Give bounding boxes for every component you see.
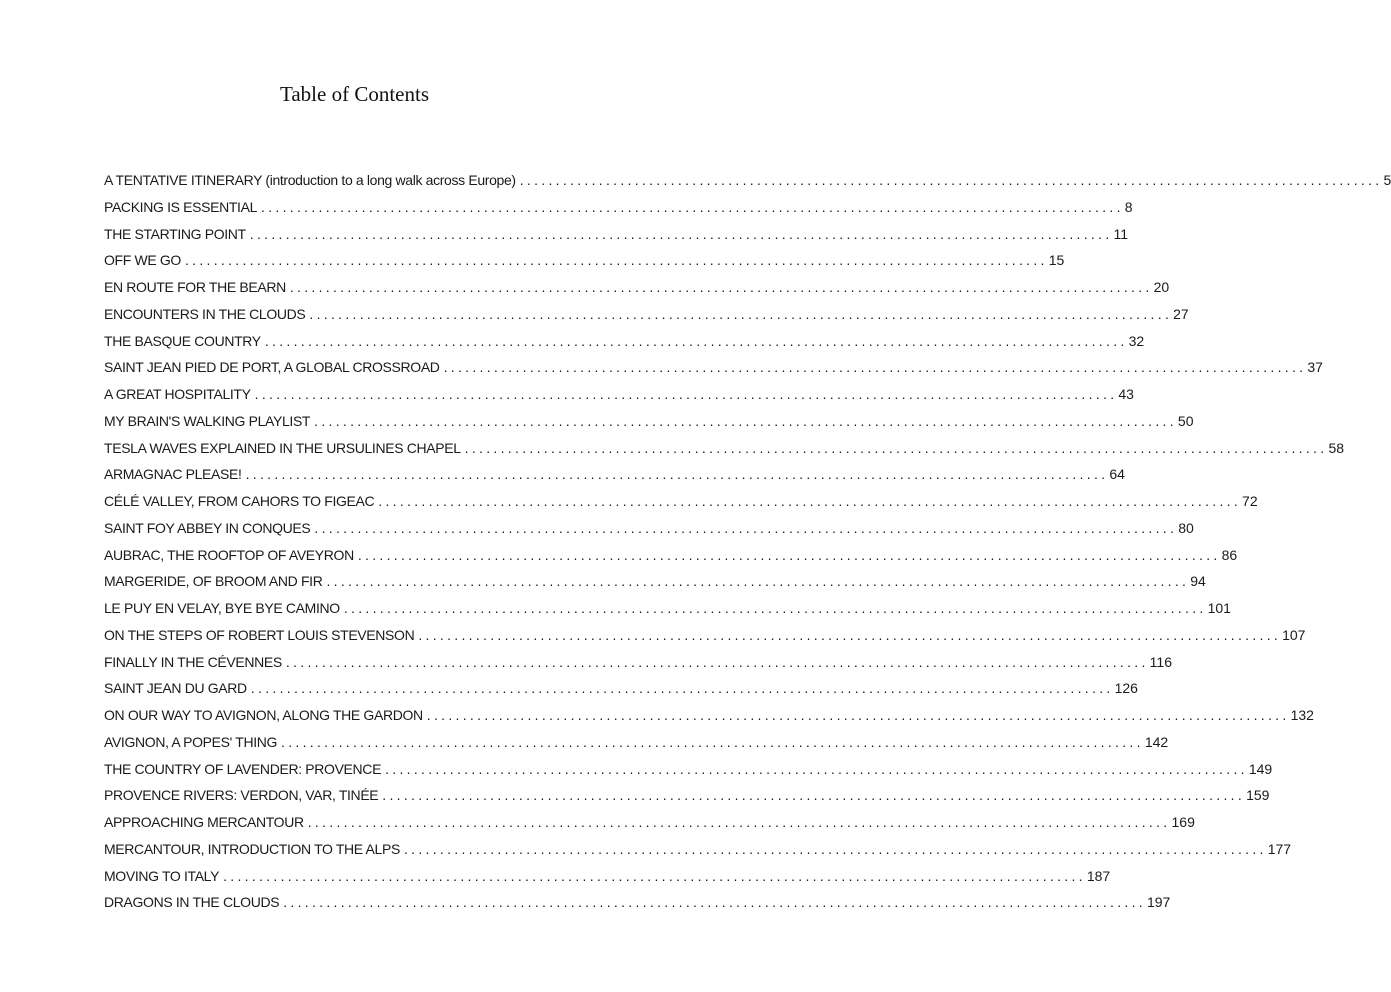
dot-leader: ........................................................................................................................ (343, 600, 1207, 616)
toc-entry-title: MY BRAIN'S WALKING PLAYLIST (104, 412, 311, 429)
toc-entry[interactable] (104, 707, 1314, 734)
dot-leader: ........................................................................................................................ (464, 439, 1328, 456)
dot-leader: ........................................................................................................................ (245, 466, 1109, 483)
toc-entry-title: THE COUNTRY OF LAVENDER: PROVENCE (104, 760, 382, 777)
toc-entry[interactable] (104, 760, 1273, 788)
toc-entry-page-number: 8 (1124, 198, 1133, 215)
toc-entry[interactable] (104, 225, 1129, 253)
toc-list (104, 172, 1391, 921)
toc-entry-page-number: 116 (1149, 653, 1172, 670)
toc-entry[interactable] (104, 466, 1125, 493)
toc-entry[interactable] (104, 386, 1134, 413)
toc-entry-page-number: 132 (1290, 707, 1314, 723)
toc-entry-page-number: 43 (1118, 386, 1134, 402)
toc-entry-page-number: 27 (1173, 305, 1189, 322)
toc-entry-title: ENCOUNTERS IN THE CLOUDS (104, 305, 306, 322)
toc-entry-page-number: 142 (1144, 733, 1169, 750)
toc-entry-page-number: 169 (1171, 814, 1195, 830)
toc-entry-title: PROVENCE RIVERS: VERDON, VAR, TINÉE (104, 787, 379, 804)
dot-leader: ........................................................................................................................ (357, 546, 1221, 563)
dot-leader: ........................................................................................................................ (283, 894, 1146, 911)
toc-entry-title: A GREAT HOSPITALITY (104, 386, 251, 402)
toc-entry-page-number: 86 (1221, 546, 1238, 563)
dot-leader: ........................................................................................................................ (519, 172, 1383, 188)
dot-leader: ........................................................................................................................ (382, 787, 1246, 804)
dot-leader: ........................................................................................................................ (223, 867, 1086, 884)
toc-entry-title: AUBRAC, THE ROOFTOP OF AVEYRON (104, 546, 354, 563)
toc-entry-title: MARGERIDE, OF BROOM AND FIR (104, 573, 323, 590)
toc-entry-title: THE BASQUE COUNTRY (104, 332, 261, 349)
toc-entry[interactable] (104, 814, 1195, 841)
dot-leader: ........................................................................................................................ (281, 733, 1144, 750)
dot-leader: ........................................................................................................................ (261, 198, 1124, 215)
toc-entry-page-number: 80 (1178, 519, 1194, 536)
toc-entry[interactable] (104, 573, 1206, 600)
toc-entry-page-number: 32 (1128, 332, 1145, 349)
toc-entry-title: PACKING IS ESSENTIAL (104, 198, 258, 215)
toc-entry-title: A TENTATIVE ITINERARY (introduction to a long walk across Europe) (104, 172, 516, 188)
toc-entry-title: THE STARTING POINT (104, 225, 246, 242)
toc-entry-title: AVIGNON, A POPES' THING (104, 733, 278, 750)
dot-leader: ........................................................................................................................ (314, 412, 1177, 429)
toc-entry-page-number: 11 (1113, 225, 1129, 242)
dot-leader: ........................................................................................................................ (403, 840, 1267, 857)
toc-entry[interactable] (104, 787, 1270, 814)
dot-leader: ........................................................................................................................ (254, 386, 1118, 402)
toc-entry-title: ARMAGNAC PLEASE! (104, 466, 242, 483)
toc-entry-title: DRAGONS IN THE CLOUDS (104, 894, 280, 911)
toc-entry-page-number: 50 (1177, 412, 1194, 429)
toc-entry-page-number: 126 (1114, 680, 1138, 697)
dot-leader: ........................................................................................................................ (307, 814, 1171, 830)
toc-entry[interactable] (104, 519, 1194, 547)
dot-leader: ........................................................................................................................ (378, 493, 1242, 509)
toc-entry-page-number: 177 (1267, 840, 1292, 857)
toc-entry[interactable] (104, 439, 1345, 467)
toc-entry[interactable] (104, 867, 1111, 895)
dot-leader: ........................................................................................................................ (443, 359, 1307, 376)
dot-leader: ........................................................................................................................ (314, 519, 1178, 536)
toc-entry[interactable] (104, 412, 1194, 440)
toc-entry[interactable] (104, 600, 1231, 627)
dot-leader: ........................................................................................................................ (309, 305, 1173, 322)
toc-entry-title: SAINT FOY ABBEY IN CONQUES (104, 519, 311, 536)
toc-entry-page-number: 187 (1086, 867, 1111, 884)
toc-entry-title: EN ROUTE FOR THE BEARN (104, 279, 286, 295)
toc-entry-page-number: 58 (1328, 439, 1345, 456)
toc-entry-page-number: 159 (1246, 787, 1270, 804)
toc-entry[interactable] (104, 653, 1172, 681)
toc-entry-page-number: 72 (1242, 493, 1258, 509)
toc-entry[interactable] (104, 546, 1238, 574)
toc-entry-title: TESLA WAVES EXPLAINED IN THE URSULINES CHAPEL (104, 439, 461, 456)
dot-leader: ........................................................................................................................ (418, 626, 1282, 643)
toc-entry-page-number: 197 (1146, 894, 1171, 911)
toc-entry-page-number: 107 (1282, 626, 1306, 643)
toc-entry[interactable] (104, 332, 1145, 360)
toc-entry-page-number: 37 (1307, 359, 1323, 376)
toc-entry-page-number: 20 (1153, 279, 1170, 295)
toc-entry[interactable] (104, 172, 1391, 199)
toc-entry-title: FINALLY IN THE CÉVENNES (104, 653, 282, 670)
toc-entry[interactable] (104, 840, 1292, 868)
toc-entry[interactable] (104, 733, 1169, 761)
toc-entry[interactable] (104, 493, 1258, 520)
toc-entry-title: MOVING TO ITALY (104, 867, 220, 884)
page-title: Table of Contents (280, 82, 429, 106)
toc-entry[interactable] (104, 680, 1138, 707)
toc-entry[interactable] (104, 894, 1171, 921)
toc-entry-title: ON THE STEPS OF ROBERT LOUIS STEVENSON (104, 626, 415, 643)
toc-entry[interactable] (104, 626, 1306, 654)
toc-entry-title: APPROACHING MERCANTOUR (104, 814, 304, 830)
toc-entry-title: MERCANTOUR, INTRODUCTION TO THE ALPS (104, 840, 400, 857)
dot-leader: ........................................................................................................................ (426, 707, 1290, 723)
toc-entry[interactable] (104, 359, 1323, 386)
toc-entry-title: SAINT JEAN PIED DE PORT, A GLOBAL CROSSROAD (104, 359, 440, 376)
toc-entry-page-number: 149 (1248, 760, 1273, 777)
toc-entry-page-number: 5 (1383, 172, 1391, 188)
dot-leader: ........................................................................................................................ (264, 332, 1128, 349)
toc-entry-title: ON OUR WAY TO AVIGNON, ALONG THE GARDON (104, 707, 423, 723)
dot-leader: ........................................................................................................................ (285, 653, 1149, 670)
toc-entry-page-number: 15 (1048, 252, 1065, 269)
toc-entry[interactable] (104, 198, 1133, 226)
dot-leader: ........................................................................................................................ (250, 680, 1114, 697)
toc-entry-page-number: 94 (1190, 573, 1206, 590)
toc-entry-page-number: 101 (1207, 600, 1231, 616)
toc-entry-title: CÉLÉ VALLEY, FROM CAHORS TO FIGEAC (104, 493, 375, 509)
dot-leader: ........................................................................................................................ (249, 225, 1113, 242)
dot-leader: ........................................................................................................................ (184, 252, 1048, 269)
toc-entry-title: OFF WE GO (104, 252, 181, 269)
toc-entry[interactable] (104, 305, 1189, 333)
dot-leader: ........................................................................................................................ (385, 760, 1248, 777)
dot-leader: ........................................................................................................................ (326, 573, 1190, 590)
toc-entry-title: SAINT JEAN DU GARD (104, 680, 247, 697)
dot-leader: ........................................................................................................................ (289, 279, 1153, 295)
toc-entry-page-number: 64 (1109, 466, 1125, 483)
toc-entry-title: LE PUY EN VELAY, BYE BYE CAMINO (104, 600, 340, 616)
toc-entry[interactable] (104, 279, 1170, 306)
toc-entry[interactable] (104, 252, 1065, 279)
